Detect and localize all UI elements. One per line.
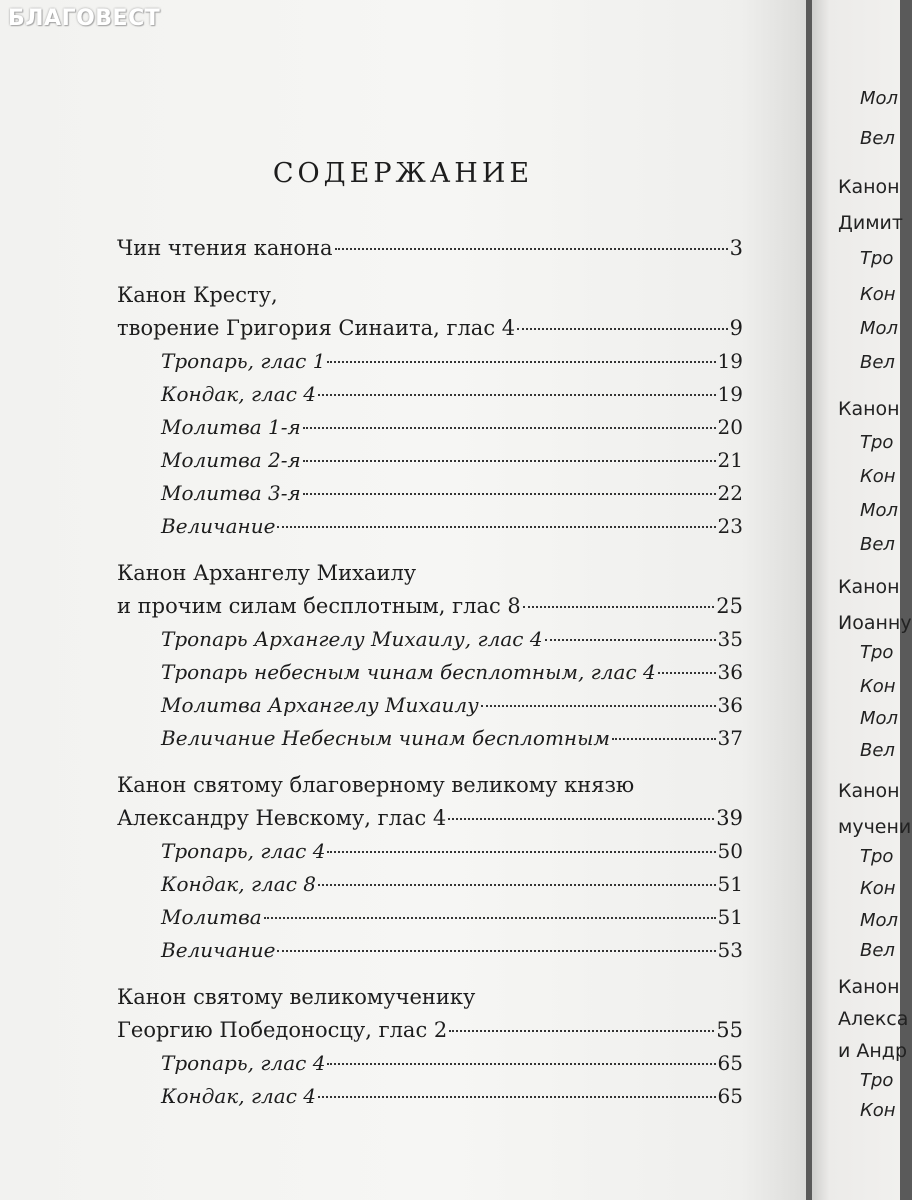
toc-entry	[117, 806, 743, 839]
toc-leader-dots	[517, 328, 727, 330]
toc-entry-title: Чин чтения канона	[117, 236, 333, 260]
toc-leader-dots	[303, 493, 716, 495]
right-page-fragment: Канон	[838, 576, 900, 598]
watermark-logo: БЛАГОВЕСТ	[8, 6, 161, 31]
right-page-fragment: Димит	[838, 212, 903, 234]
right-page-fragment: Канон	[838, 398, 900, 420]
toc-leader-dots	[318, 884, 716, 886]
right-page-fragment: Кон	[860, 878, 896, 899]
toc-entry-title: Тропарь, глас 4	[161, 1051, 326, 1075]
toc-entry-title: Тропарь небесным чинам бесплотным, глас 4	[161, 660, 656, 684]
toc-subentry	[117, 514, 743, 547]
right-page-fragment: Мол	[860, 708, 899, 729]
toc-leader-dots	[612, 738, 716, 740]
right-page-fragment: Вел	[860, 128, 895, 149]
toc-page-number: 36	[717, 693, 743, 717]
toc-page-number: 35	[717, 627, 743, 651]
toc-entry-title: Молитва 1-я	[161, 415, 301, 439]
right-page-fragment: Кон	[860, 676, 896, 697]
toc-page-number: 65	[717, 1084, 743, 1108]
right-page-fragment: Иоанну	[838, 612, 912, 634]
toc-entry-title: Молитва 2-я	[161, 448, 301, 472]
toc-subentry	[117, 693, 743, 726]
toc-entry-title: Георгию Победоносцу, глас 2	[117, 1018, 448, 1042]
right-page-fragment: Кон	[860, 466, 896, 487]
toc-entry-title: Тропарь, глас 1	[161, 349, 326, 373]
toc-entry-title: Тропарь Архангелу Михаилу, глас 4	[161, 627, 543, 651]
toc-page-number: 50	[717, 839, 743, 863]
toc-entry	[117, 1018, 743, 1051]
toc-subentry	[117, 938, 743, 971]
toc-page-number: 51	[717, 905, 743, 929]
toc-entry	[117, 236, 743, 269]
table-of-contents	[117, 236, 743, 1117]
toc-entry	[117, 316, 743, 349]
right-page-fragment: Мол	[860, 910, 899, 931]
right-page-fragment: мучени	[838, 816, 912, 838]
toc-page-number: 51	[717, 872, 743, 896]
toc-leader-dots	[327, 851, 715, 853]
right-page-fragment: Мол	[860, 500, 899, 521]
toc-leader-dots	[303, 460, 716, 462]
right-page-fragment: Кон	[860, 1100, 896, 1121]
toc-entry-title: Молитва Архангелу Михаилу	[161, 693, 479, 717]
right-page-fragment: Вел	[860, 940, 895, 961]
toc-leader-dots	[264, 917, 716, 919]
right-page-edge	[812, 0, 912, 1200]
toc-entry	[117, 594, 743, 627]
toc-subentry	[117, 726, 743, 759]
toc-entry-title: Кондак, глас 4	[161, 1084, 316, 1108]
toc-entry-title: Александру Невскому, глас 4	[117, 806, 447, 830]
toc-entry-title: творение Григория Синаита, глас 4	[117, 316, 516, 340]
toc-entry-title: Кондак, глас 8	[161, 872, 316, 896]
toc-leader-dots	[448, 818, 714, 820]
toc-leader-dots	[277, 526, 715, 528]
right-page-fragment: Вел	[860, 534, 895, 555]
right-page-fragment: Тро	[860, 846, 894, 867]
right-page-fragment: Канон	[838, 976, 900, 998]
toc-entry-title: Кондак, глас 4	[161, 382, 316, 406]
toc-subentry	[117, 1084, 743, 1117]
toc-leader-dots	[545, 639, 716, 641]
right-page-fragment: Мол	[860, 88, 899, 109]
right-page-fragment: Канон	[838, 780, 900, 802]
toc-page-number: 55	[716, 1018, 743, 1042]
toc-section-title: Канон святому благоверному великому князю	[117, 773, 635, 797]
toc-page-number: 19	[717, 382, 743, 406]
toc-subentry	[117, 660, 743, 693]
toc-entry-title: Величание	[161, 938, 276, 962]
toc-page-number: 21	[717, 448, 743, 472]
toc-leader-dots	[335, 248, 728, 250]
page-title: СОДЕРЖАНИЕ	[272, 158, 534, 189]
toc-page-number: 23	[717, 514, 743, 538]
toc-leader-dots	[449, 1030, 714, 1032]
toc-section-title: Канон Кресту,	[117, 283, 278, 307]
right-page-fragment: и Андр	[838, 1040, 908, 1062]
toc-subentry	[117, 905, 743, 938]
toc-entry-title: Величание Небесным чинам бесплотным	[161, 726, 610, 750]
toc-page-number: 20	[717, 415, 743, 439]
toc-section-title: Канон святому великомученику	[117, 985, 476, 1009]
right-page-fragment: Мол	[860, 318, 899, 339]
toc-leader-dots	[481, 705, 716, 707]
toc-subentry	[117, 382, 743, 415]
toc-entry-title: Молитва	[161, 905, 262, 929]
toc-subentry	[117, 448, 743, 481]
toc-subentry	[117, 839, 743, 872]
toc-page-number: 19	[717, 349, 743, 373]
right-page-fragment: Тро	[860, 432, 894, 453]
right-page-fragment: Кон	[860, 284, 896, 305]
toc-page-number: 65	[717, 1051, 743, 1075]
toc-entry-title: Тропарь, глас 4	[161, 839, 326, 863]
right-page-fragment: Вел	[860, 352, 895, 373]
toc-subentry	[117, 1051, 743, 1084]
toc-leader-dots	[303, 427, 716, 429]
toc-subentry	[117, 481, 743, 514]
toc-page-number: 37	[717, 726, 743, 750]
right-page-fragment: Алекса	[838, 1008, 909, 1030]
toc-entry-title: и прочим силам бесплотным, глас 8	[117, 594, 521, 618]
toc-page-number: 3	[729, 236, 743, 260]
toc-page-number: 53	[717, 938, 743, 962]
toc-leader-dots	[327, 1063, 715, 1065]
toc-page-number: 36	[717, 660, 743, 684]
toc-subentry	[117, 349, 743, 382]
toc-entry-title: Величание	[161, 514, 276, 538]
toc-page-number: 9	[729, 316, 743, 340]
toc-leader-dots	[318, 394, 716, 396]
toc-subentry	[117, 872, 743, 905]
toc-leader-dots	[277, 950, 715, 952]
right-page-fragment: Тро	[860, 642, 894, 663]
right-page-fragment: Тро	[860, 1070, 894, 1091]
right-page-fragment: Тро	[860, 248, 894, 269]
toc-subentry	[117, 627, 743, 660]
toc-entry-title: Молитва 3-я	[161, 481, 301, 505]
toc-subentry	[117, 415, 743, 448]
toc-leader-dots	[327, 361, 715, 363]
toc-leader-dots	[523, 606, 715, 608]
right-page-fragment: Вел	[860, 740, 895, 761]
toc-page-number: 25	[716, 594, 743, 618]
toc-leader-dots	[658, 672, 716, 674]
right-page-fragment: Канон	[838, 176, 900, 198]
toc-page-number: 22	[717, 481, 743, 505]
toc-section-title: Канон Архангелу Михаилу	[117, 561, 417, 585]
toc-page-number: 39	[716, 806, 743, 830]
toc-leader-dots	[318, 1096, 716, 1098]
